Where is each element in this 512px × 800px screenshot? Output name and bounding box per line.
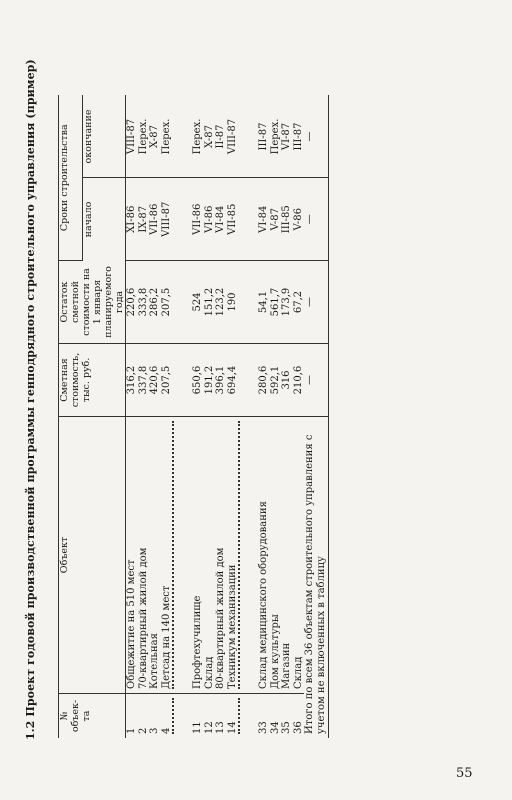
object-name: Котельная (149, 417, 161, 694)
ellipsis-row (172, 96, 192, 739)
cost-remainder: 67,2 (293, 261, 305, 344)
object-number: 12 (203, 721, 215, 734)
header-remainder: Остаток сметной стоимости на 1 января планируемого года (59, 261, 126, 344)
table-row (215, 96, 227, 739)
total-row (304, 96, 329, 739)
end-term: VI-87 (281, 96, 293, 179)
cost-remainder: 561,7 (270, 261, 282, 344)
cost-remainder: 333,8 (138, 261, 150, 344)
ellipsis-cell (172, 96, 192, 179)
end-term: Перех. (270, 96, 282, 179)
ellipsis-cell (172, 417, 192, 694)
cost-remainder: 190 (227, 261, 239, 344)
estimated-cost: 694,4 (227, 344, 239, 417)
object-name: Профтехучилище (192, 417, 204, 694)
ellipsis-cell (172, 694, 192, 739)
start-term: V-86 (293, 178, 305, 261)
end-term: III-87 (258, 96, 270, 179)
object-name: 80-квартирный жилой дом (215, 417, 227, 694)
object-name: Склад (293, 417, 305, 694)
ellipsis-cell (238, 96, 258, 179)
end-term: X-87 (149, 96, 161, 179)
total-cost: — (304, 344, 329, 417)
end-term: II-87 (215, 96, 227, 179)
header-terms: Сроки строительства (59, 96, 83, 261)
table-row (138, 96, 150, 739)
object-number: 4 (160, 727, 172, 734)
end-term: Перех. (138, 96, 150, 179)
start-term: VII-86 (192, 178, 204, 261)
object-number: 34 (269, 721, 281, 734)
object-name: Техникум механизации (227, 417, 239, 694)
table-row (281, 96, 293, 739)
page-number: 55 (456, 766, 473, 781)
end-term: Перех. (192, 96, 204, 179)
cost-remainder: 220,6 (126, 261, 138, 344)
object-name: Склад (204, 417, 216, 694)
estimated-cost: 210,6 (293, 344, 305, 417)
estimated-cost: 316,2 (126, 344, 138, 417)
ellipsis-cell (238, 417, 258, 694)
end-term: Перех. (161, 96, 173, 179)
total-end: — (304, 96, 329, 179)
estimated-cost: 650,6 (192, 344, 204, 417)
object-number: 14 (226, 721, 238, 734)
cost-remainder: 207,5 (161, 261, 173, 344)
table-row (149, 96, 161, 739)
object-number: 35 (281, 721, 292, 734)
dotted-line (172, 421, 174, 689)
dotted-line (238, 698, 240, 734)
start-term: VI-84 (215, 178, 227, 261)
ellipsis-row (238, 96, 258, 739)
start-term: VI-84 (258, 178, 270, 261)
object-number: 11 (192, 721, 203, 734)
object-name: Общежитие на 510 мест (126, 417, 138, 694)
total-start: — (304, 178, 329, 261)
end-term: X-87 (204, 96, 216, 179)
total-label: Итого по всем 36 объектам строительного управления с учетом не включенных в таблицу (304, 434, 327, 734)
object-number: 3 (149, 727, 160, 734)
start-term: III-85 (281, 178, 293, 261)
end-term: III-87 (293, 96, 305, 179)
start-term: XI-86 (126, 178, 138, 261)
end-term: VIII-87 (227, 96, 239, 179)
header-num: № объек-та (59, 694, 126, 739)
table-row (161, 96, 173, 739)
object-name: 70-квартирный жилой дом (138, 417, 150, 694)
estimated-cost: 396,1 (215, 344, 227, 417)
ellipsis-cell (172, 261, 192, 344)
cost-remainder: 151,2 (204, 261, 216, 344)
end-term: VIII-87 (126, 96, 138, 179)
header-end: окончание (83, 96, 126, 179)
ellipsis-cell (238, 694, 258, 739)
ellipsis-cell (238, 178, 258, 261)
table-row (204, 96, 216, 739)
cost-remainder: 54,1 (258, 261, 270, 344)
object-number: 33 (258, 721, 269, 734)
object-name: Склад медицинского оборудования (258, 417, 270, 694)
table-row (258, 96, 270, 739)
total-remainder: — (304, 261, 329, 344)
ellipsis-cell (238, 261, 258, 344)
object-name: Дом культуры (270, 417, 282, 694)
estimated-cost: 316 (281, 344, 293, 417)
table-row (192, 96, 204, 739)
header-start: начало (83, 178, 126, 261)
estimated-cost: 207,5 (161, 344, 173, 417)
table-row (227, 96, 239, 739)
header-cost: Сметная стоимость, тыс. руб. (59, 344, 126, 417)
object-name: Детсад на 140 мест (161, 417, 173, 694)
object-number: 13 (215, 721, 226, 734)
program-table (58, 96, 329, 739)
cost-remainder: 286,2 (149, 261, 161, 344)
table-caption: 1.2 Проект годовой производственной программы генподрядного строительного управления (пример) (24, 59, 37, 740)
cost-remainder: 524 (192, 261, 204, 344)
ellipsis-cell (172, 178, 192, 261)
estimated-cost: 337,8 (138, 344, 150, 417)
object-name: Магазин (281, 417, 293, 694)
table-row (293, 96, 305, 739)
table-body (126, 96, 329, 739)
estimated-cost: 280,6 (258, 344, 270, 417)
cost-remainder: 173,9 (281, 261, 293, 344)
table-row (270, 96, 282, 739)
start-term: VIII-87 (161, 178, 173, 261)
cost-remainder: 123,2 (215, 261, 227, 344)
ellipsis-cell (238, 344, 258, 417)
table-row (126, 96, 138, 739)
start-term: VII-86 (149, 178, 161, 261)
start-term: IX-87 (138, 178, 150, 261)
ellipsis-cell (172, 344, 192, 417)
start-term: VI-86 (204, 178, 216, 261)
estimated-cost: 592,1 (270, 344, 282, 417)
header-object: Объект (59, 417, 126, 694)
dotted-line (238, 421, 240, 689)
start-term: VII-85 (227, 178, 239, 261)
object-number: 1 (126, 727, 137, 734)
start-term: V-87 (270, 178, 282, 261)
object-number: 2 (137, 727, 149, 734)
estimated-cost: 191,2 (204, 344, 216, 417)
estimated-cost: 420,6 (149, 344, 161, 417)
object-number: 36 (292, 721, 304, 734)
dotted-line (172, 698, 174, 734)
